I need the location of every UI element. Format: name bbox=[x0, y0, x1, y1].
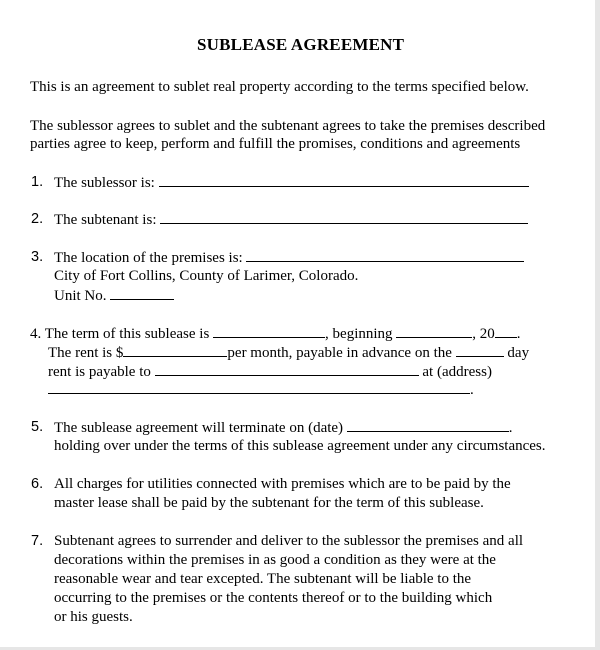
location-field bbox=[54, 248, 524, 267]
location-blank[interactable] bbox=[246, 248, 524, 262]
item-number: 1. bbox=[31, 174, 44, 190]
subtenant-blank[interactable] bbox=[160, 210, 528, 224]
item-number: 3. bbox=[31, 249, 44, 265]
unit-label: Unit No. bbox=[54, 288, 107, 304]
beginning-blank[interactable] bbox=[396, 324, 472, 338]
intro-text: This is an agreement to sublet real property according to the terms specified below. bbox=[30, 79, 529, 95]
rent-label: The rent is $ bbox=[48, 345, 124, 361]
item-number: 7. bbox=[31, 533, 44, 549]
year-label: , 20 bbox=[472, 326, 495, 342]
term-blank[interactable] bbox=[213, 324, 325, 338]
location-city: City of Fort Collins, County of Larimer, Colorado. bbox=[54, 268, 359, 284]
address-label: at (address) bbox=[422, 364, 492, 380]
paragraph-line: The sublessor agrees to sublet and the subtenant agrees to take the premises described bbox=[30, 118, 546, 134]
address-blank[interactable] bbox=[48, 380, 470, 394]
item-number: 2. bbox=[31, 211, 44, 227]
day-label: day bbox=[507, 345, 530, 361]
paragraph-line: parties agree to keep, perform and fulfill the promises, conditions and agreements bbox=[30, 136, 521, 152]
utilities-text: All charges for utilities connected with premises which are to be paid by the bbox=[54, 476, 511, 492]
term-line: 4. The term of this sublease is , beginning , 20 . bbox=[30, 326, 521, 342]
item-number: 4. bbox=[30, 326, 42, 342]
address-line: . bbox=[48, 380, 474, 399]
termination-label: The sublease agreement will terminate on (date) bbox=[54, 420, 344, 436]
holding-over-text: holding over under the terms of this sublease agreement under any circumstances. bbox=[54, 438, 546, 454]
sublessor-blank[interactable] bbox=[159, 173, 529, 187]
payee-label: rent is payable to bbox=[48, 364, 151, 380]
rent-line bbox=[48, 343, 529, 362]
sublessor-label: The sublessor is: bbox=[54, 175, 155, 191]
termination-line: The sublease agreement will terminate on (date) . bbox=[54, 420, 513, 436]
page-right-edge bbox=[595, 0, 600, 650]
payee-blank[interactable] bbox=[155, 362, 419, 376]
surrender-text: occurring to the premises or the contents thereof or to the building which bbox=[54, 590, 493, 606]
termination-date-blank[interactable] bbox=[347, 418, 509, 432]
item-number: 6. bbox=[31, 476, 44, 492]
item-number: 5. bbox=[31, 419, 44, 435]
rent-amount-blank[interactable] bbox=[123, 343, 227, 357]
unit-field bbox=[54, 286, 174, 305]
surrender-text: or his guests. bbox=[54, 609, 133, 625]
payee-line bbox=[48, 362, 492, 381]
surrender-text: decorations within the premises in as good a condition as they were at the bbox=[54, 552, 496, 568]
document-title: SUBLEASE AGREEMENT bbox=[197, 35, 405, 54]
location-label: The location of the premises is: bbox=[54, 250, 243, 266]
rent-terms: per month, payable in advance on the bbox=[227, 345, 452, 361]
year-blank[interactable] bbox=[495, 324, 517, 338]
subtenant-label: The subtenant is: bbox=[54, 212, 157, 228]
term-label: The term of this sublease is bbox=[44, 326, 210, 342]
sublessor-field bbox=[54, 173, 529, 192]
surrender-text: Subtenant agrees to surrender and deliver to the sublessor the premises and all bbox=[54, 533, 524, 549]
subtenant-field bbox=[54, 210, 528, 229]
beginning-label: , beginning bbox=[325, 326, 393, 342]
rent-day-blank[interactable] bbox=[456, 343, 504, 357]
utilities-text: master lease shall be paid by the subtenant for the term of this sublease. bbox=[54, 495, 484, 511]
unit-blank[interactable] bbox=[110, 286, 174, 300]
surrender-text: reasonable wear and tear excepted. The subtenant will be liable to the bbox=[54, 571, 472, 587]
